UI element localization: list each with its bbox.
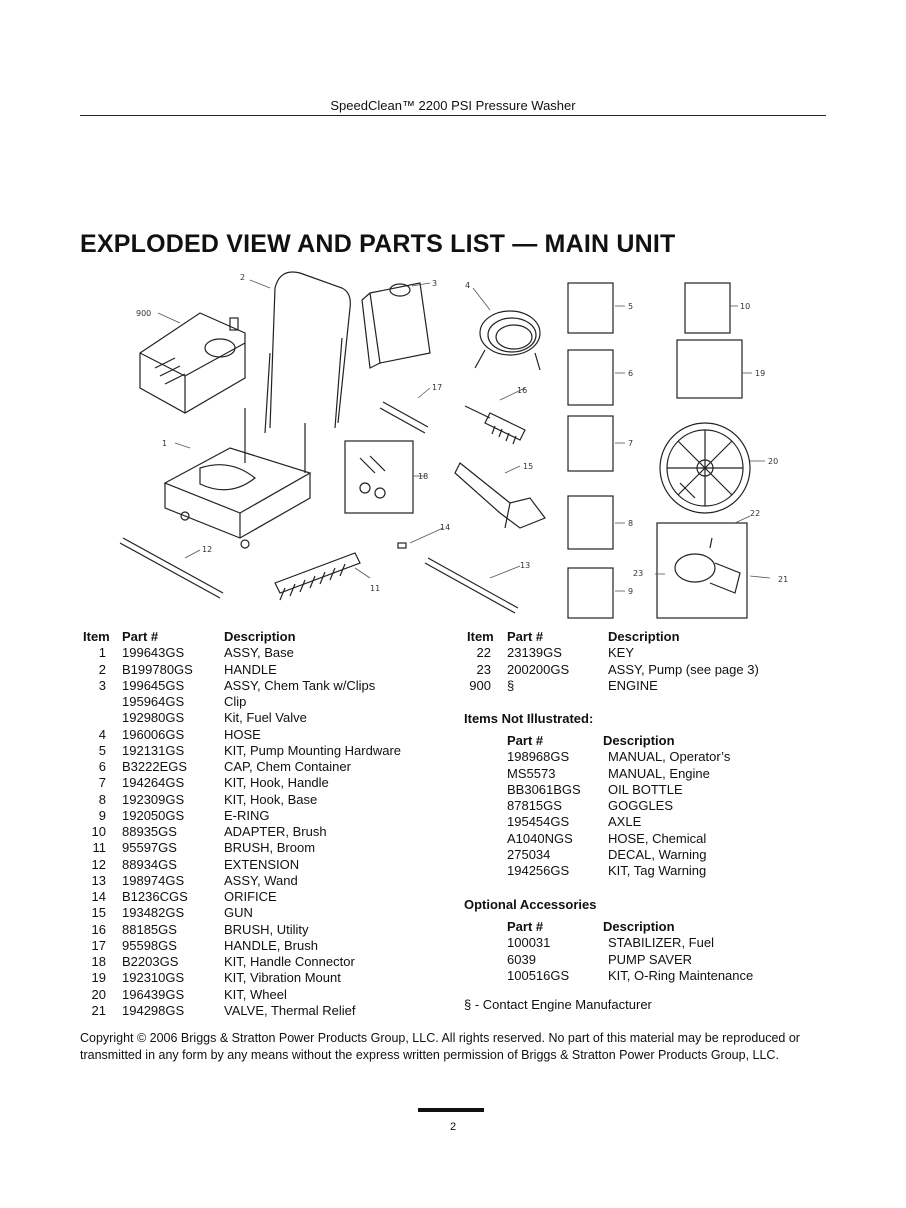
part-number: 192980GS xyxy=(122,710,185,726)
table-row xyxy=(80,694,440,710)
base-drawing xyxy=(165,408,310,548)
table-header xyxy=(464,919,824,935)
part-number: B2203GS xyxy=(122,954,179,969)
part-number: 196006GS xyxy=(122,726,185,742)
wand-drawing xyxy=(425,558,518,613)
part-description: Kit, Fuel Valve xyxy=(224,710,307,726)
item-number: 3 xyxy=(98,677,106,693)
part-description: BRUSH, Utility xyxy=(224,921,309,937)
table-row xyxy=(80,678,440,694)
callout-20: 20 xyxy=(768,457,779,466)
kit-8-box xyxy=(568,496,613,549)
callout-12: 12 xyxy=(202,545,213,554)
table-header xyxy=(464,629,824,645)
table-row xyxy=(80,824,440,840)
table-row xyxy=(80,857,440,873)
part-description: EXTENSION xyxy=(224,856,300,872)
part-description: KIT, Pump Mounting Hardware xyxy=(224,742,402,758)
item-number: 1 xyxy=(98,645,106,661)
table-row xyxy=(80,759,440,775)
gun-drawing xyxy=(455,463,545,528)
engine-drawing xyxy=(140,313,245,413)
table-row xyxy=(464,814,824,830)
part-number: B199780GS xyxy=(122,661,193,677)
part-description: E-RING xyxy=(224,807,270,823)
parts-table-right xyxy=(464,629,824,694)
callout-19: 19 xyxy=(755,369,766,378)
part-description: ASSY, Wand xyxy=(224,872,298,888)
table-row xyxy=(80,987,440,1003)
copyright-notice: Copyright © 2006 Briggs & Stratton Power Products Group, LLC. All rights reserved. No part of this material may be reproduced or transmitted in any form by any means without the express written permission of Briggs & Stratton Power Products Group, LLC. xyxy=(80,1031,800,1062)
part-number: 195964GS xyxy=(122,694,185,709)
table-row xyxy=(464,645,824,661)
part-number: 275034 xyxy=(507,846,551,862)
part-description: VALVE, Thermal Relief xyxy=(224,1002,356,1018)
page-number: 2 xyxy=(449,1121,457,1133)
part-col-header: Part # xyxy=(507,919,544,934)
callout-8: 8 xyxy=(628,519,634,528)
item-number: 8 xyxy=(98,791,106,807)
table-row xyxy=(464,952,824,968)
part-number: 23139GS xyxy=(507,645,562,661)
kit-18-box xyxy=(345,441,413,513)
part-number: 192309GS xyxy=(122,791,185,807)
item-number: 12 xyxy=(91,856,106,872)
table-row xyxy=(80,727,440,743)
page-number-bar xyxy=(418,1108,484,1112)
part-number: 200200GS xyxy=(507,661,570,677)
item-number: 11 xyxy=(92,840,106,856)
item-number: 2 xyxy=(98,661,106,677)
part-description: HANDLE, Brush xyxy=(224,937,318,953)
callout-4: 4 xyxy=(465,281,471,290)
item-number: 9 xyxy=(98,807,106,823)
part-number: 100516GS xyxy=(507,967,570,983)
item-number: 15 xyxy=(91,905,106,921)
pump-drawing xyxy=(657,523,747,618)
part-number: 192310GS xyxy=(122,970,185,986)
item-number: 19 xyxy=(91,970,106,986)
table-row xyxy=(80,662,440,678)
callout-15: 15 xyxy=(523,462,534,471)
part-description: KIT, Hook, Base xyxy=(224,791,318,807)
item-number: 22 xyxy=(476,645,491,661)
table-row xyxy=(80,645,440,661)
kit-9-box xyxy=(568,568,613,618)
kit-5-box xyxy=(568,283,613,333)
part-number: 88185GS xyxy=(122,921,177,937)
part-description: BRUSH, Broom xyxy=(224,840,316,856)
kit-10-box xyxy=(685,283,730,333)
table-row xyxy=(80,970,440,986)
callout-3: 3 xyxy=(432,279,438,288)
item-number: 16 xyxy=(91,921,106,937)
callout-2: 2 xyxy=(240,273,246,282)
callout-7: 7 xyxy=(628,439,634,448)
item-number: 900 xyxy=(469,677,491,693)
table-row xyxy=(464,749,824,765)
part-description: AXLE xyxy=(608,814,642,830)
kit-7-box xyxy=(568,416,613,471)
part-number: B1236CGS xyxy=(122,889,188,904)
callout-900: 900 xyxy=(136,309,152,318)
part-description: KIT, Wheel xyxy=(224,986,287,1002)
callout-17: 17 xyxy=(432,383,443,392)
callout-13: 13 xyxy=(520,561,531,570)
callout-10: 10 xyxy=(740,302,751,311)
part-description: PUMP SAVER xyxy=(608,951,693,967)
optional-accessories-table xyxy=(464,919,824,984)
utility-brush-drawing xyxy=(465,406,525,444)
item-number: 7 xyxy=(98,775,106,791)
part-description: KIT, Vibration Mount xyxy=(224,970,341,986)
part-description: KIT, Tag Warning xyxy=(608,863,707,878)
callout-1: 1 xyxy=(162,439,168,448)
parts-table-left xyxy=(80,629,440,1019)
part-number: 6039 xyxy=(507,951,536,967)
table-row xyxy=(80,954,440,970)
running-header: SpeedClean™ 2200 PSI Pressure Washer xyxy=(330,98,576,113)
desc-col-header: Description xyxy=(224,629,296,644)
footnote: § - Contact Engine Manufacturer xyxy=(464,997,652,1012)
handle-drawing xyxy=(265,272,350,433)
table-row xyxy=(464,766,824,782)
part-number: 88935GS xyxy=(122,824,177,839)
header-rule xyxy=(80,115,826,116)
item-number: 23 xyxy=(476,661,491,677)
part-number: 192050GS xyxy=(122,807,185,823)
part-description: GOGGLES xyxy=(608,798,674,813)
part-description: KIT, O-Ring Maintenance xyxy=(608,967,754,983)
part-col-header: Part # xyxy=(122,629,159,644)
table-row xyxy=(80,840,440,856)
not-illustrated-table xyxy=(464,733,824,879)
table-row xyxy=(80,922,440,938)
kit-19-box xyxy=(677,340,742,398)
table-row xyxy=(464,662,824,678)
part-number: 195454GS xyxy=(507,814,570,830)
callout-6: 6 xyxy=(628,369,634,378)
part-number: B3222EGS xyxy=(122,759,188,774)
part-description: DECAL, Warning xyxy=(608,846,707,862)
part-description: MANUAL, Engine xyxy=(608,765,710,781)
hose-drawing xyxy=(475,311,540,370)
table-row xyxy=(464,831,824,847)
part-number: 198968GS xyxy=(507,749,570,765)
part-col-header: Part # xyxy=(507,733,544,748)
table-row xyxy=(80,889,440,905)
callout-5: 5 xyxy=(628,302,634,311)
desc-col-header: Description xyxy=(603,733,675,748)
table-row xyxy=(80,792,440,808)
part-number: 88934GS xyxy=(122,856,177,872)
table-row xyxy=(464,863,824,879)
table-row xyxy=(80,873,440,889)
part-description: STABILIZER, Fuel xyxy=(608,935,714,951)
part-description: ORIFICE xyxy=(224,889,277,904)
part-description: CAP, Chem Container xyxy=(224,759,351,774)
callout-16: 16 xyxy=(517,386,528,395)
part-number: 87815GS xyxy=(507,798,562,813)
item-number: 18 xyxy=(91,954,106,969)
table-row xyxy=(464,935,824,951)
part-description: ADAPTER, Brush xyxy=(224,824,327,839)
orifice-drawing xyxy=(398,543,406,548)
part-description: HOSE xyxy=(224,726,261,742)
not-illustrated-heading: Items Not Illustrated: xyxy=(464,711,594,726)
callout-9: 9 xyxy=(628,587,634,596)
chem-tank-drawing xyxy=(362,283,430,368)
item-number: 5 xyxy=(98,742,106,758)
part-number: 194256GS xyxy=(507,863,570,878)
part-number: 192131GS xyxy=(122,742,185,758)
part-description: HOSE, Chemical xyxy=(608,830,707,846)
callout-23: 23 xyxy=(633,569,644,578)
table-row xyxy=(80,775,440,791)
item-col-header: Item xyxy=(83,629,110,644)
callout-14: 14 xyxy=(440,523,451,532)
table-row xyxy=(80,743,440,759)
part-number: MS5573 xyxy=(507,765,556,781)
table-row xyxy=(464,678,824,694)
part-description: ASSY, Chem Tank w/Clips xyxy=(224,677,376,693)
part-description: ASSY, Pump (see page 3) xyxy=(608,661,759,677)
table-row xyxy=(464,782,824,798)
item-number: 21 xyxy=(91,1002,106,1018)
part-description: KEY xyxy=(608,645,635,661)
table-row xyxy=(80,905,440,921)
table-row xyxy=(80,710,440,726)
part-description: Clip xyxy=(224,694,247,709)
part-description: KIT, Hook, Handle xyxy=(224,775,329,791)
table-row xyxy=(464,968,824,984)
table-row xyxy=(80,808,440,824)
item-number: 13 xyxy=(91,872,106,888)
table-header xyxy=(464,733,824,749)
optional-accessories-heading: Optional Accessories xyxy=(464,897,597,912)
part-number: BB3061BGS xyxy=(507,781,581,797)
callout-18: 18 xyxy=(418,472,429,481)
item-number: 14 xyxy=(91,889,106,904)
table-row xyxy=(80,938,440,954)
page-title: EXPLODED VIEW AND PARTS LIST — MAIN UNIT xyxy=(80,230,676,258)
part-number: 198974GS xyxy=(122,872,185,888)
part-number: § xyxy=(507,677,515,693)
part-number: 194264GS xyxy=(122,775,185,791)
desc-col-header: Description xyxy=(608,629,680,644)
item-number: 20 xyxy=(91,986,106,1002)
part-description: MANUAL, Operator’s xyxy=(608,749,731,765)
part-number: 194298GS xyxy=(122,1002,185,1018)
part-description: ASSY, Base xyxy=(224,645,294,661)
part-col-header: Part # xyxy=(507,629,544,644)
callout-22: 22 xyxy=(750,509,761,518)
desc-col-header: Description xyxy=(603,919,675,934)
part-number: 199643GS xyxy=(122,645,185,661)
brush-handle-drawing xyxy=(380,402,428,433)
part-number: 193482GS xyxy=(122,905,185,921)
part-description: ENGINE xyxy=(608,677,658,693)
table-header xyxy=(80,629,440,645)
table-row xyxy=(80,1003,440,1019)
item-number: 10 xyxy=(91,824,106,839)
part-number: 95597GS xyxy=(122,840,177,856)
part-number: 196439GS xyxy=(122,986,185,1002)
part-number: 95598GS xyxy=(122,937,177,953)
item-col-header: Item xyxy=(467,629,494,644)
broom-drawing xyxy=(275,553,360,600)
wheel-drawing xyxy=(660,423,750,513)
item-number: 6 xyxy=(98,759,106,774)
callout-21: 21 xyxy=(778,575,789,584)
part-description: GUN xyxy=(224,905,253,921)
callout-11: 11 xyxy=(370,584,381,593)
kit-6-box xyxy=(568,350,613,405)
part-number: 199645GS xyxy=(122,677,185,693)
table-row xyxy=(464,847,824,863)
part-number: 100031 xyxy=(507,935,551,951)
exploded-view-diagram xyxy=(80,258,800,628)
table-row xyxy=(464,798,824,814)
part-number: A1040NGS xyxy=(507,830,573,846)
part-description: OIL BOTTLE xyxy=(608,781,683,797)
item-number: 17 xyxy=(91,937,106,953)
item-number: 4 xyxy=(98,726,106,742)
part-description: KIT, Handle Connector xyxy=(224,954,355,969)
part-description: HANDLE xyxy=(224,661,277,677)
